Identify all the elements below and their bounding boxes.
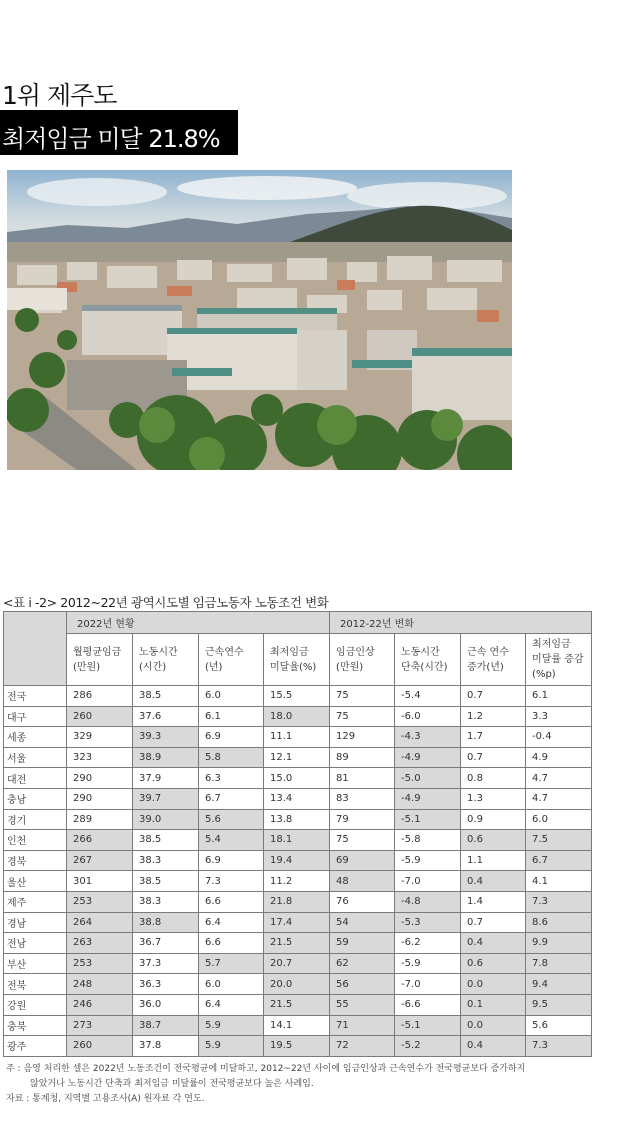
- value-cell: 290: [67, 788, 133, 809]
- value-cell: 19.4: [264, 850, 330, 871]
- column-header-line: 노동시간: [139, 646, 178, 658]
- value-cell: -4.9: [395, 747, 461, 768]
- column-header-line: (시간): [139, 661, 167, 673]
- value-cell: 71: [330, 1015, 395, 1036]
- value-cell: 5.6: [526, 1015, 592, 1036]
- value-cell: 267: [67, 850, 133, 871]
- region-cell: 충북: [4, 1015, 67, 1036]
- value-cell: 6.7: [199, 788, 264, 809]
- value-cell: 20.0: [264, 974, 330, 995]
- value-cell: 36.7: [133, 933, 199, 954]
- region-cell: 경남: [4, 912, 67, 933]
- value-cell: 0.4: [461, 1036, 526, 1057]
- value-cell: 13.8: [264, 809, 330, 830]
- value-cell: 273: [67, 1015, 133, 1036]
- value-cell: 6.4: [199, 994, 264, 1015]
- value-cell: 6.6: [199, 933, 264, 954]
- value-cell: 246: [67, 994, 133, 1015]
- value-cell: -0.4: [526, 727, 592, 748]
- value-cell: 4.7: [526, 768, 592, 789]
- value-cell: 39.3: [133, 727, 199, 748]
- value-cell: 4.9: [526, 747, 592, 768]
- value-cell: 48: [330, 871, 395, 892]
- region-cell: 전북: [4, 974, 67, 995]
- column-header: [199, 634, 264, 686]
- value-cell: 38.5: [133, 871, 199, 892]
- column-header: [264, 634, 330, 686]
- table-row: [4, 912, 592, 933]
- value-cell: -6.6: [395, 994, 461, 1015]
- value-cell: 0.7: [461, 912, 526, 933]
- value-cell: 18.0: [264, 706, 330, 727]
- value-cell: 263: [67, 933, 133, 954]
- value-cell: 6.1: [199, 706, 264, 727]
- value-cell: 36.3: [133, 974, 199, 995]
- value-cell: 38.8: [133, 912, 199, 933]
- column-header-line: 미달률 증감: [532, 654, 584, 665]
- table-row: [4, 788, 592, 809]
- jeju-city-aerial-photo: [7, 170, 512, 470]
- value-cell: 38.3: [133, 850, 199, 871]
- value-cell: 15.0: [264, 768, 330, 789]
- value-cell: 0.6: [461, 830, 526, 851]
- region-cell: 강원: [4, 994, 67, 1015]
- value-cell: 8.6: [526, 912, 592, 933]
- value-cell: 21.5: [264, 994, 330, 1015]
- value-cell: 12.1: [264, 747, 330, 768]
- value-cell: -5.3: [395, 912, 461, 933]
- value-cell: 7.3: [526, 891, 592, 912]
- value-cell: -4.8: [395, 891, 461, 912]
- column-header-line: 근속연수: [205, 646, 244, 658]
- value-cell: 19.5: [264, 1036, 330, 1057]
- value-cell: 0.0: [461, 1015, 526, 1036]
- value-cell: 0.4: [461, 933, 526, 954]
- region-cell: 경북: [4, 850, 67, 871]
- value-cell: 56: [330, 974, 395, 995]
- value-cell: 6.1: [526, 686, 592, 707]
- value-cell: 11.1: [264, 727, 330, 748]
- value-cell: 83: [330, 788, 395, 809]
- value-cell: 38.5: [133, 686, 199, 707]
- value-cell: -6.0: [395, 706, 461, 727]
- value-cell: 129: [330, 727, 395, 748]
- column-header-line: (%p): [532, 669, 556, 680]
- value-cell: 89: [330, 747, 395, 768]
- column-header-line: (만원): [73, 661, 101, 673]
- region-cell: 울산: [4, 871, 67, 892]
- value-cell: 1.4: [461, 891, 526, 912]
- column-header-line: 단축(시간): [401, 661, 448, 673]
- value-cell: 1.1: [461, 850, 526, 871]
- value-cell: 6.6: [199, 891, 264, 912]
- value-cell: 1.2: [461, 706, 526, 727]
- value-cell: 1.3: [461, 788, 526, 809]
- value-cell: -4.9: [395, 788, 461, 809]
- value-cell: 260: [67, 1036, 133, 1057]
- column-header-line: 노동시간: [401, 646, 440, 658]
- value-cell: 4.7: [526, 788, 592, 809]
- table-row: [4, 747, 592, 768]
- value-cell: 7.5: [526, 830, 592, 851]
- value-cell: 75: [330, 706, 395, 727]
- value-cell: 266: [67, 830, 133, 851]
- value-cell: 38.5: [133, 830, 199, 851]
- value-cell: 0.7: [461, 686, 526, 707]
- value-cell: -5.2: [395, 1036, 461, 1057]
- column-header-line: 미달율(%): [270, 661, 317, 673]
- value-cell: -5.0: [395, 768, 461, 789]
- group-header-change: 2012-22년 변화: [330, 612, 592, 634]
- region-cell: 전남: [4, 933, 67, 954]
- value-cell: -7.0: [395, 974, 461, 995]
- value-cell: 37.9: [133, 768, 199, 789]
- value-cell: 36.0: [133, 994, 199, 1015]
- value-cell: 248: [67, 974, 133, 995]
- value-cell: 69: [330, 850, 395, 871]
- value-cell: 15.5: [264, 686, 330, 707]
- value-cell: 39.0: [133, 809, 199, 830]
- column-header-line: 임금인상: [336, 646, 375, 658]
- region-cell: 대전: [4, 768, 67, 789]
- region-cell: 경기: [4, 809, 67, 830]
- value-cell: 13.4: [264, 788, 330, 809]
- region-cell: 전국: [4, 686, 67, 707]
- column-header: [526, 634, 592, 686]
- value-cell: 18.1: [264, 830, 330, 851]
- value-cell: 59: [330, 933, 395, 954]
- value-cell: 329: [67, 727, 133, 748]
- value-cell: 38.9: [133, 747, 199, 768]
- region-cell: 세종: [4, 727, 67, 748]
- value-cell: 0.8: [461, 768, 526, 789]
- value-cell: 6.7: [526, 850, 592, 871]
- table-row: [4, 1036, 592, 1057]
- value-cell: -6.2: [395, 933, 461, 954]
- value-cell: 21.5: [264, 933, 330, 954]
- column-header: [461, 634, 526, 686]
- value-cell: 72: [330, 1036, 395, 1057]
- table-row: [4, 1015, 592, 1036]
- column-header: [67, 634, 133, 686]
- column-header: [330, 634, 395, 686]
- group-header-2022: 2022년 현황: [67, 612, 330, 634]
- value-cell: 5.6: [199, 809, 264, 830]
- value-cell: 37.6: [133, 706, 199, 727]
- table-row: [4, 974, 592, 995]
- region-cell: 대구: [4, 706, 67, 727]
- value-cell: -5.1: [395, 809, 461, 830]
- value-cell: 301: [67, 871, 133, 892]
- region-cell: 제주: [4, 891, 67, 912]
- column-header-line: 증가(년): [467, 661, 504, 673]
- value-cell: 6.3: [199, 768, 264, 789]
- value-cell: 14.1: [264, 1015, 330, 1036]
- column-header-line: 월평균임금: [73, 646, 122, 658]
- value-cell: 253: [67, 953, 133, 974]
- value-cell: 5.8: [199, 747, 264, 768]
- value-cell: 76: [330, 891, 395, 912]
- region-cell: 광주: [4, 1036, 67, 1057]
- table-title: <표 i -2> 2012~22년 광역시도별 임금노동자 노동조건 변화: [3, 595, 329, 610]
- corner-cell: [4, 612, 67, 686]
- value-cell: 9.4: [526, 974, 592, 995]
- value-cell: 5.9: [199, 1015, 264, 1036]
- value-cell: 0.9: [461, 809, 526, 830]
- region-cell: 부산: [4, 953, 67, 974]
- value-cell: 323: [67, 747, 133, 768]
- table-row: [4, 706, 592, 727]
- value-cell: 290: [67, 768, 133, 789]
- value-cell: 54: [330, 912, 395, 933]
- value-cell: 75: [330, 830, 395, 851]
- value-cell: -4.3: [395, 727, 461, 748]
- table-row: [4, 768, 592, 789]
- value-cell: 260: [67, 706, 133, 727]
- note-line: 않았거나 노동시간 단축과 최저임금 미달률이 전국평균보다 높은 사례임.: [30, 1079, 314, 1089]
- value-cell: 0.1: [461, 994, 526, 1015]
- source-line: 자료 : 통계청, 지역별 고용조사(A) 원자료 각 연도.: [6, 1094, 205, 1104]
- value-cell: 6.0: [199, 974, 264, 995]
- value-cell: 62: [330, 953, 395, 974]
- value-cell: 0.7: [461, 747, 526, 768]
- value-cell: 75: [330, 686, 395, 707]
- note-line: 주 : 음영 처리한 셀은 2022년 노동조건이 전국평균에 미달하고, 2012~22년 사이에 임금인상과 근속연수가 전국평균보다 증가하지: [6, 1064, 526, 1074]
- subhead-banner: 최저임금 미달 21.8%: [0, 110, 238, 155]
- value-cell: 286: [67, 686, 133, 707]
- column-header-line: (만원): [336, 661, 364, 673]
- column-header: [133, 634, 199, 686]
- table-row: [4, 871, 592, 892]
- value-cell: 38.3: [133, 891, 199, 912]
- value-cell: 6.9: [199, 727, 264, 748]
- value-cell: -5.9: [395, 850, 461, 871]
- value-cell: 37.8: [133, 1036, 199, 1057]
- value-cell: 7.3: [199, 871, 264, 892]
- table-row: [4, 994, 592, 1015]
- value-cell: 6.9: [199, 850, 264, 871]
- table-row: [4, 830, 592, 851]
- table-row: [4, 727, 592, 748]
- value-cell: 81: [330, 768, 395, 789]
- value-cell: 5.4: [199, 830, 264, 851]
- value-cell: 289: [67, 809, 133, 830]
- value-cell: 7.3: [526, 1036, 592, 1057]
- value-cell: 264: [67, 912, 133, 933]
- table-row: [4, 933, 592, 954]
- value-cell: 55: [330, 994, 395, 1015]
- value-cell: 253: [67, 891, 133, 912]
- region-cell: 인천: [4, 830, 67, 851]
- table-row: [4, 891, 592, 912]
- value-cell: 4.1: [526, 871, 592, 892]
- table-row: [4, 809, 592, 830]
- headline: 1위 제주도: [2, 81, 117, 110]
- column-header-line: (년): [205, 661, 223, 673]
- value-cell: 0.6: [461, 953, 526, 974]
- value-cell: 6.0: [526, 809, 592, 830]
- value-cell: -7.0: [395, 871, 461, 892]
- table-row: [4, 953, 592, 974]
- column-header-line: 최저임금: [270, 646, 309, 658]
- column-header-line: 최저임금: [532, 639, 571, 650]
- region-cell: 서울: [4, 747, 67, 768]
- value-cell: 6.0: [199, 686, 264, 707]
- table-row: [4, 686, 592, 707]
- value-cell: 39.7: [133, 788, 199, 809]
- value-cell: 9.5: [526, 994, 592, 1015]
- value-cell: 7.8: [526, 953, 592, 974]
- value-cell: -5.9: [395, 953, 461, 974]
- labor-conditions-table: [3, 611, 592, 1057]
- value-cell: -5.8: [395, 830, 461, 851]
- value-cell: 20.7: [264, 953, 330, 974]
- table-notes: [6, 1062, 525, 1107]
- column-header-line: 근속 연수: [467, 646, 509, 658]
- value-cell: 0.0: [461, 974, 526, 995]
- value-cell: 38.7: [133, 1015, 199, 1036]
- value-cell: 5.9: [199, 1036, 264, 1057]
- table-row: [4, 850, 592, 871]
- value-cell: 17.4: [264, 912, 330, 933]
- value-cell: 11.2: [264, 871, 330, 892]
- value-cell: -5.1: [395, 1015, 461, 1036]
- value-cell: 6.4: [199, 912, 264, 933]
- value-cell: 79: [330, 809, 395, 830]
- column-header: [395, 634, 461, 686]
- value-cell: 5.7: [199, 953, 264, 974]
- value-cell: 9.9: [526, 933, 592, 954]
- value-cell: 0.4: [461, 871, 526, 892]
- region-cell: 충남: [4, 788, 67, 809]
- value-cell: 3.3: [526, 706, 592, 727]
- value-cell: -5.4: [395, 686, 461, 707]
- value-cell: 21.8: [264, 891, 330, 912]
- value-cell: 1.7: [461, 727, 526, 748]
- value-cell: 37.3: [133, 953, 199, 974]
